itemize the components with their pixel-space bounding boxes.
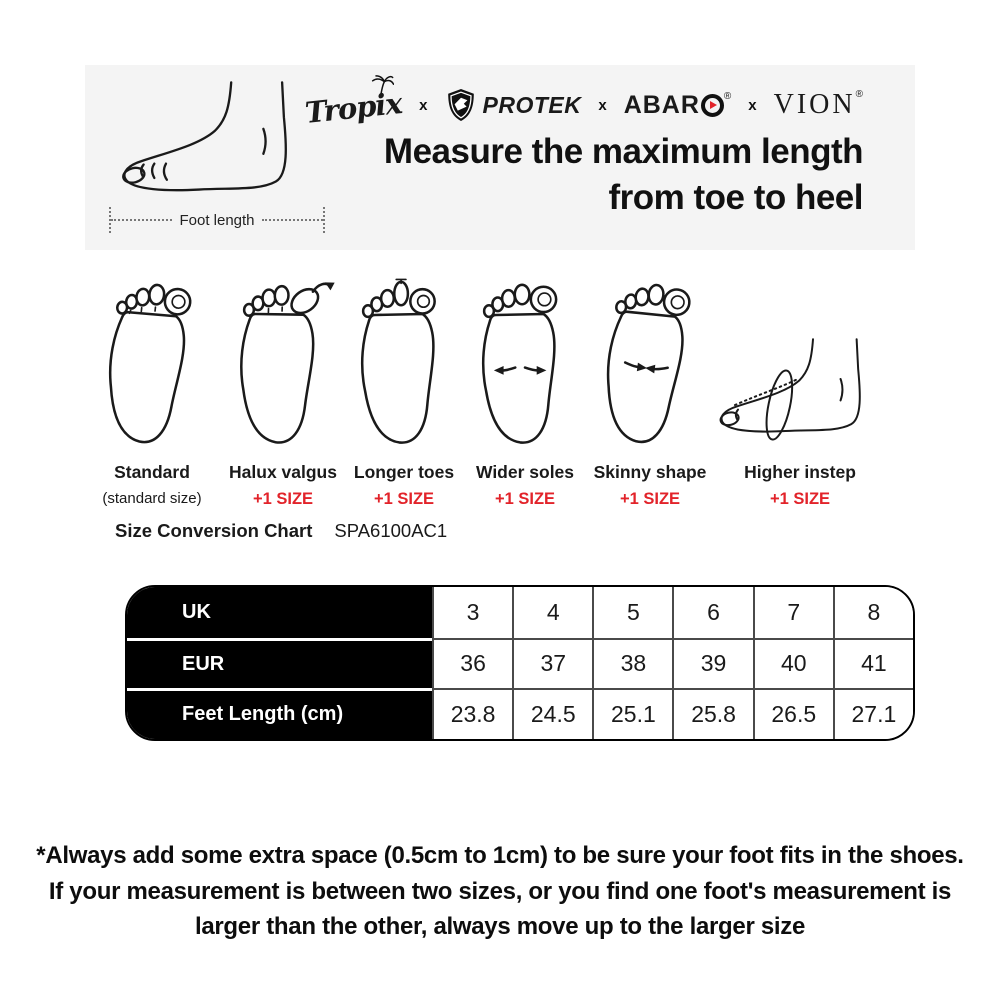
disclaimer-line3: larger than the other, always move up to the larger size	[194, 913, 806, 941]
table-cell: 4	[512, 587, 592, 638]
measure-instruction-panel	[85, 65, 915, 250]
page-title-line2: from toe to heel	[608, 178, 863, 218]
brand-logos-row	[303, 85, 863, 130]
foot-type-note: (standard size)	[102, 490, 202, 507]
disclaimer-note	[0, 838, 1000, 945]
vion-wordmark: VION	[773, 89, 856, 120]
vion-logo	[774, 89, 863, 121]
table-row-feet-length	[127, 688, 913, 739]
model-code: SPA6100AC1	[334, 520, 448, 541]
table-cell: 25.8	[672, 688, 752, 739]
longer-toes-foot-icon	[344, 278, 464, 458]
dotted-line	[111, 219, 172, 221]
foot-type-label: Halux valgus	[229, 462, 337, 482]
foot-type-note: +1 SIZE	[373, 490, 435, 508]
tropix-wordmark: Tropix	[303, 86, 404, 130]
table-cell: 23.8	[432, 688, 512, 739]
shield-icon	[445, 87, 477, 123]
table-cell: 3	[432, 587, 512, 638]
table-cell: 36	[432, 638, 512, 689]
page-title	[384, 129, 863, 221]
foot-type-note: +1 SIZE	[252, 490, 314, 508]
disclaimer-line1: *Always add some extra space (0.5cm to 1cm) to be sure your foot fits in the shoes.	[36, 842, 964, 869]
foot-type-label: Higher instep	[744, 462, 856, 482]
foot-type-standard	[82, 270, 222, 507]
brand-separator: x	[598, 96, 607, 114]
foot-length-label: Foot length	[179, 211, 255, 229]
halux-valgus-foot-icon	[220, 276, 346, 460]
table-cell: 39	[672, 638, 752, 689]
tropix-logo	[303, 85, 404, 130]
higher-instep-foot-icon	[712, 326, 888, 458]
foot-type-label: Wider soles	[475, 462, 575, 482]
wider-soles-foot-icon	[465, 278, 585, 458]
foot-type-note: +1 SIZE	[619, 490, 681, 508]
table-row-uk	[127, 587, 913, 638]
table-cell: 26.5	[753, 688, 833, 739]
foot-type-label: Longer toes	[353, 462, 455, 482]
foot-type-halux-valgus	[213, 270, 353, 509]
foot-type-label: Skinny shape	[593, 462, 707, 482]
table-cell: 27.1	[833, 688, 913, 739]
foot-type-skinny-shape	[580, 270, 720, 509]
registered-mark: ®	[723, 90, 732, 102]
table-cell: 25.1	[592, 688, 672, 739]
abaro-o-play-icon	[701, 94, 724, 117]
size-chart-title: Size Conversion Chart	[115, 520, 313, 541]
foot-length-diagram	[109, 77, 325, 233]
foot-type-higher-instep	[712, 270, 888, 509]
table-cell: 8	[833, 587, 913, 638]
foot-type-note: +1 SIZE	[769, 490, 831, 508]
side-foot-icon	[109, 77, 323, 211]
size-chart-heading	[115, 520, 447, 542]
brand-separator: x	[748, 96, 757, 114]
abaro-logo	[624, 91, 732, 120]
skinny-shape-foot-icon	[579, 271, 720, 464]
standard-foot-icon	[83, 272, 221, 464]
disclaimer-line2: If your measurement is between two sizes, or you find one foot's measurement is	[48, 877, 952, 905]
protek-wordmark: PROTEK	[482, 91, 582, 118]
row-label-feet-length: Feet Length (cm)	[127, 688, 432, 739]
table-cell: 38	[592, 638, 672, 689]
table-cell: 6	[672, 587, 752, 638]
foot-type-wider-soles	[455, 270, 595, 509]
table-cell: 7	[753, 587, 833, 638]
page-title-line1: Measure the maximum length	[383, 132, 863, 171]
foot-type-longer-toes	[334, 270, 474, 509]
foot-type-label: Standard	[114, 462, 190, 482]
table-cell: 5	[592, 587, 672, 638]
row-label-eur: EUR	[127, 638, 432, 689]
registered-mark: ®	[855, 89, 863, 100]
protek-logo	[445, 87, 582, 123]
table-cell: 41	[833, 638, 913, 689]
table-cell: 24.5	[512, 688, 592, 739]
foot-length-measure-line	[109, 207, 325, 233]
table-cell: 37	[512, 638, 592, 689]
row-label-uk: UK	[127, 587, 432, 638]
dotted-line	[262, 219, 323, 221]
table-row-eur	[127, 638, 913, 689]
brand-separator: x	[419, 96, 428, 114]
abaro-wordmark: ABAR	[623, 90, 700, 119]
table-cell: 40	[753, 638, 833, 689]
foot-type-note: +1 SIZE	[494, 490, 556, 508]
size-conversion-table	[125, 585, 915, 741]
